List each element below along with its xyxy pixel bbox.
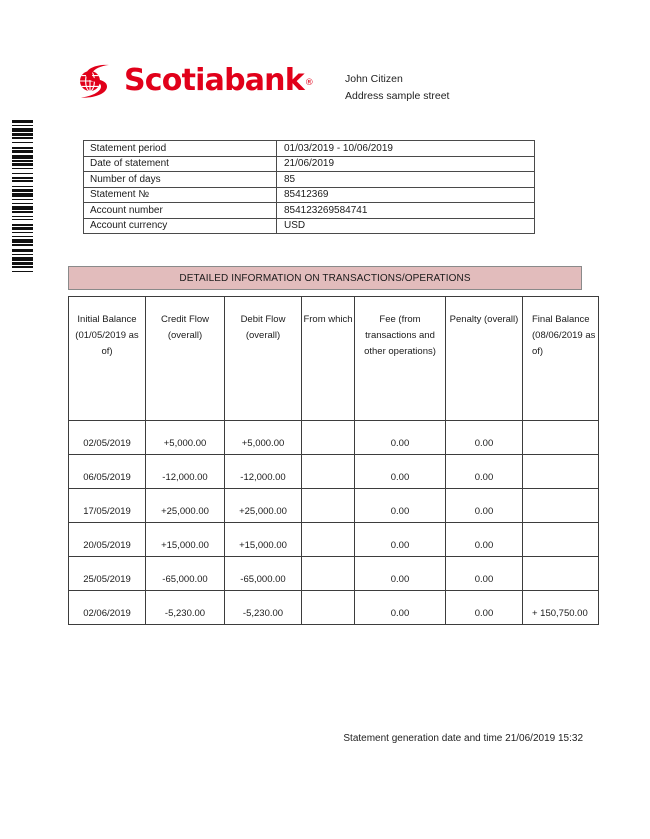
document-header xyxy=(0,56,650,116)
column-header-final-balance: Final Balance (08/06/2019 as of) xyxy=(523,297,599,421)
info-row-value: USD xyxy=(277,218,535,234)
info-row-value: 854123269584741 xyxy=(277,203,535,219)
cell-credit-flow: -12,000.00 xyxy=(146,455,225,489)
cell-debit-flow: +5,000.00 xyxy=(225,421,302,455)
cell-debit-flow: +25,000.00 xyxy=(225,489,302,523)
cell-final-balance xyxy=(523,489,599,523)
transactions-head xyxy=(69,297,599,421)
cell-fee: 0.00 xyxy=(355,591,446,625)
transactions-banner: DETAILED INFORMATION ON TRANSACTIONS/OPERATIONS xyxy=(68,266,582,290)
table-row xyxy=(69,523,599,557)
cell-from-which xyxy=(302,489,355,523)
cell-final-balance xyxy=(523,455,599,489)
cell-from-which xyxy=(302,523,355,557)
cell-fee: 0.00 xyxy=(355,523,446,557)
info-row-value: 21/06/2019 xyxy=(277,156,535,172)
info-row xyxy=(84,156,535,172)
cell-penalty: 0.00 xyxy=(446,489,523,523)
cell-credit-flow: +5,000.00 xyxy=(146,421,225,455)
cell-penalty: 0.00 xyxy=(446,557,523,591)
transactions-table xyxy=(68,296,599,625)
cell-final-balance xyxy=(523,421,599,455)
cell-from-which xyxy=(302,557,355,591)
scotiabank-globe-s-icon xyxy=(73,60,115,102)
table-row xyxy=(69,489,599,523)
info-row-value: 85 xyxy=(277,172,535,188)
cell-from-which xyxy=(302,421,355,455)
info-row xyxy=(84,187,535,203)
addressee-address: Address sample street xyxy=(345,90,450,102)
cell-penalty: 0.00 xyxy=(446,455,523,489)
info-row-label: Statement № xyxy=(84,187,277,203)
cell-debit-flow: -5,230.00 xyxy=(225,591,302,625)
info-row xyxy=(84,203,535,219)
cell-credit-flow: +25,000.00 xyxy=(146,489,225,523)
transactions-body xyxy=(69,421,599,625)
column-header-fee: Fee (from transactions and other operations) xyxy=(355,297,446,421)
barcode xyxy=(12,120,33,272)
account-info-body xyxy=(84,141,535,234)
account-info-table xyxy=(83,140,535,234)
table-row xyxy=(69,455,599,489)
cell-debit-flow: +15,000.00 xyxy=(225,523,302,557)
cell-credit-flow: -65,000.00 xyxy=(146,557,225,591)
scotiabank-wordmark xyxy=(124,60,313,102)
info-row xyxy=(84,218,535,234)
scotiabank-logo xyxy=(73,60,313,102)
generation-note: Statement generation date and time 21/06/2019 15:32 xyxy=(343,733,583,744)
table-row xyxy=(69,591,599,625)
info-row-value: 85412369 xyxy=(277,187,535,203)
column-header-initial-balance: Initial Balance (01/05/2019 as of) xyxy=(69,297,146,421)
cell-fee: 0.00 xyxy=(355,557,446,591)
column-header-debit-flow: Debit Flow (overall) xyxy=(225,297,302,421)
cell-final-balance: + 150,750.00 xyxy=(523,591,599,625)
cell-penalty: 0.00 xyxy=(446,421,523,455)
brand-name: Scotiabank xyxy=(124,63,304,98)
registered-trademark-icon: ® xyxy=(304,78,313,88)
info-row-label: Account number xyxy=(84,203,277,219)
addressee-name: John Citizen xyxy=(345,73,403,85)
cell-initial-balance: 02/06/2019 xyxy=(69,591,146,625)
cell-debit-flow: -65,000.00 xyxy=(225,557,302,591)
cell-final-balance xyxy=(523,523,599,557)
info-row xyxy=(84,172,535,188)
cell-initial-balance: 02/05/2019 xyxy=(69,421,146,455)
cell-initial-balance: 06/05/2019 xyxy=(69,455,146,489)
cell-debit-flow: -12,000.00 xyxy=(225,455,302,489)
table-row xyxy=(69,557,599,591)
addressee-block xyxy=(345,71,449,105)
table-row xyxy=(69,421,599,455)
column-header-credit-flow: Credit Flow (overall) xyxy=(146,297,225,421)
cell-fee: 0.00 xyxy=(355,489,446,523)
cell-credit-flow: +15,000.00 xyxy=(146,523,225,557)
transactions-header-row xyxy=(69,297,599,421)
info-row-value: 01/03/2019 - 10/06/2019 xyxy=(277,141,535,157)
cell-fee: 0.00 xyxy=(355,421,446,455)
cell-final-balance xyxy=(523,557,599,591)
cell-penalty: 0.00 xyxy=(446,591,523,625)
info-row-label: Account currency xyxy=(84,218,277,234)
info-row xyxy=(84,141,535,157)
cell-initial-balance: 17/05/2019 xyxy=(69,489,146,523)
cell-fee: 0.00 xyxy=(355,455,446,489)
info-row-label: Statement period xyxy=(84,141,277,157)
info-row-label: Date of statement xyxy=(84,156,277,172)
column-header-penalty: Penalty (overall) xyxy=(446,297,523,421)
cell-initial-balance: 20/05/2019 xyxy=(69,523,146,557)
info-row-label: Number of days xyxy=(84,172,277,188)
cell-from-which xyxy=(302,591,355,625)
column-header-from-which: From which xyxy=(302,297,355,421)
cell-initial-balance: 25/05/2019 xyxy=(69,557,146,591)
cell-penalty: 0.00 xyxy=(446,523,523,557)
cell-credit-flow: -5,230.00 xyxy=(146,591,225,625)
cell-from-which xyxy=(302,455,355,489)
